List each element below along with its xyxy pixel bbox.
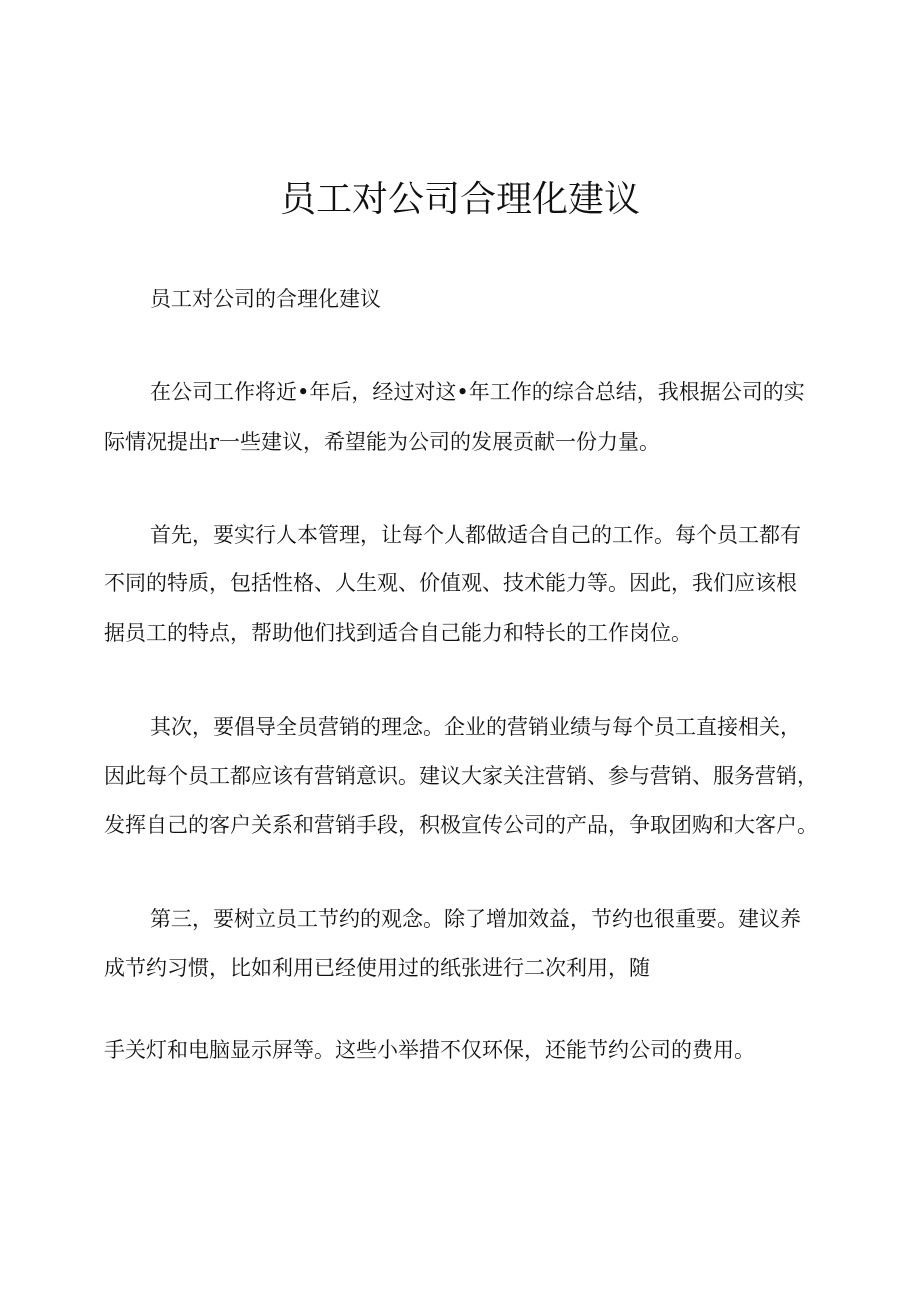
paragraph-4-line-3: 手关灯和电脑显示屏等。这些小举措不仅环保，还能节约公司的费用。 bbox=[104, 1038, 755, 1062]
paragraph-1-line-2: 际情况提出r一些建议，希望能为公司的发展贡献一份力量。 bbox=[104, 430, 661, 454]
paragraph-2-line-2: 不同的特质，包括性格、人生观、价值观、技术能力等。因此，我们应该根 bbox=[104, 571, 797, 595]
paragraph-3-line-1: 其次，要倡导全员营销的理念。企业的营销业绩与每个员工直接相关， bbox=[150, 715, 801, 739]
paragraph-1-line-1: 在公司工作将近•年后，经过对这•年工作的综合总结，我根据公司的实 bbox=[150, 380, 805, 404]
paragraph-3-line-2: 因此每个员工都应该有营销意识。建议大家关注营销、参与营销、服务营销， bbox=[104, 764, 818, 788]
paragraph-3-line-3: 发挥自己的客户关系和营销手段，积极宣传公司的产品，争取团购和大客户。 bbox=[104, 813, 818, 837]
paragraph-2-line-3: 据员工的特点，帮助他们找到适合自己能力和特长的工作岗位。 bbox=[104, 621, 692, 645]
paragraph-4-line-1: 第三，要树立员工节约的观念。除了增加效益，节约也很重要。建议养 bbox=[150, 907, 801, 931]
paragraph-2-line-1: 首先，要实行人本管理，让每个人都做适合自己的工作。每个员工都有 bbox=[150, 523, 801, 547]
document-subtitle: 员工对公司的合理化建议 bbox=[150, 287, 381, 311]
paragraph-4-line-2: 成节约习惯，比如利用已经使用过的纸张进行二次利用，随 bbox=[104, 956, 650, 980]
document-title: 员工对公司合理化建议 bbox=[279, 179, 640, 220]
